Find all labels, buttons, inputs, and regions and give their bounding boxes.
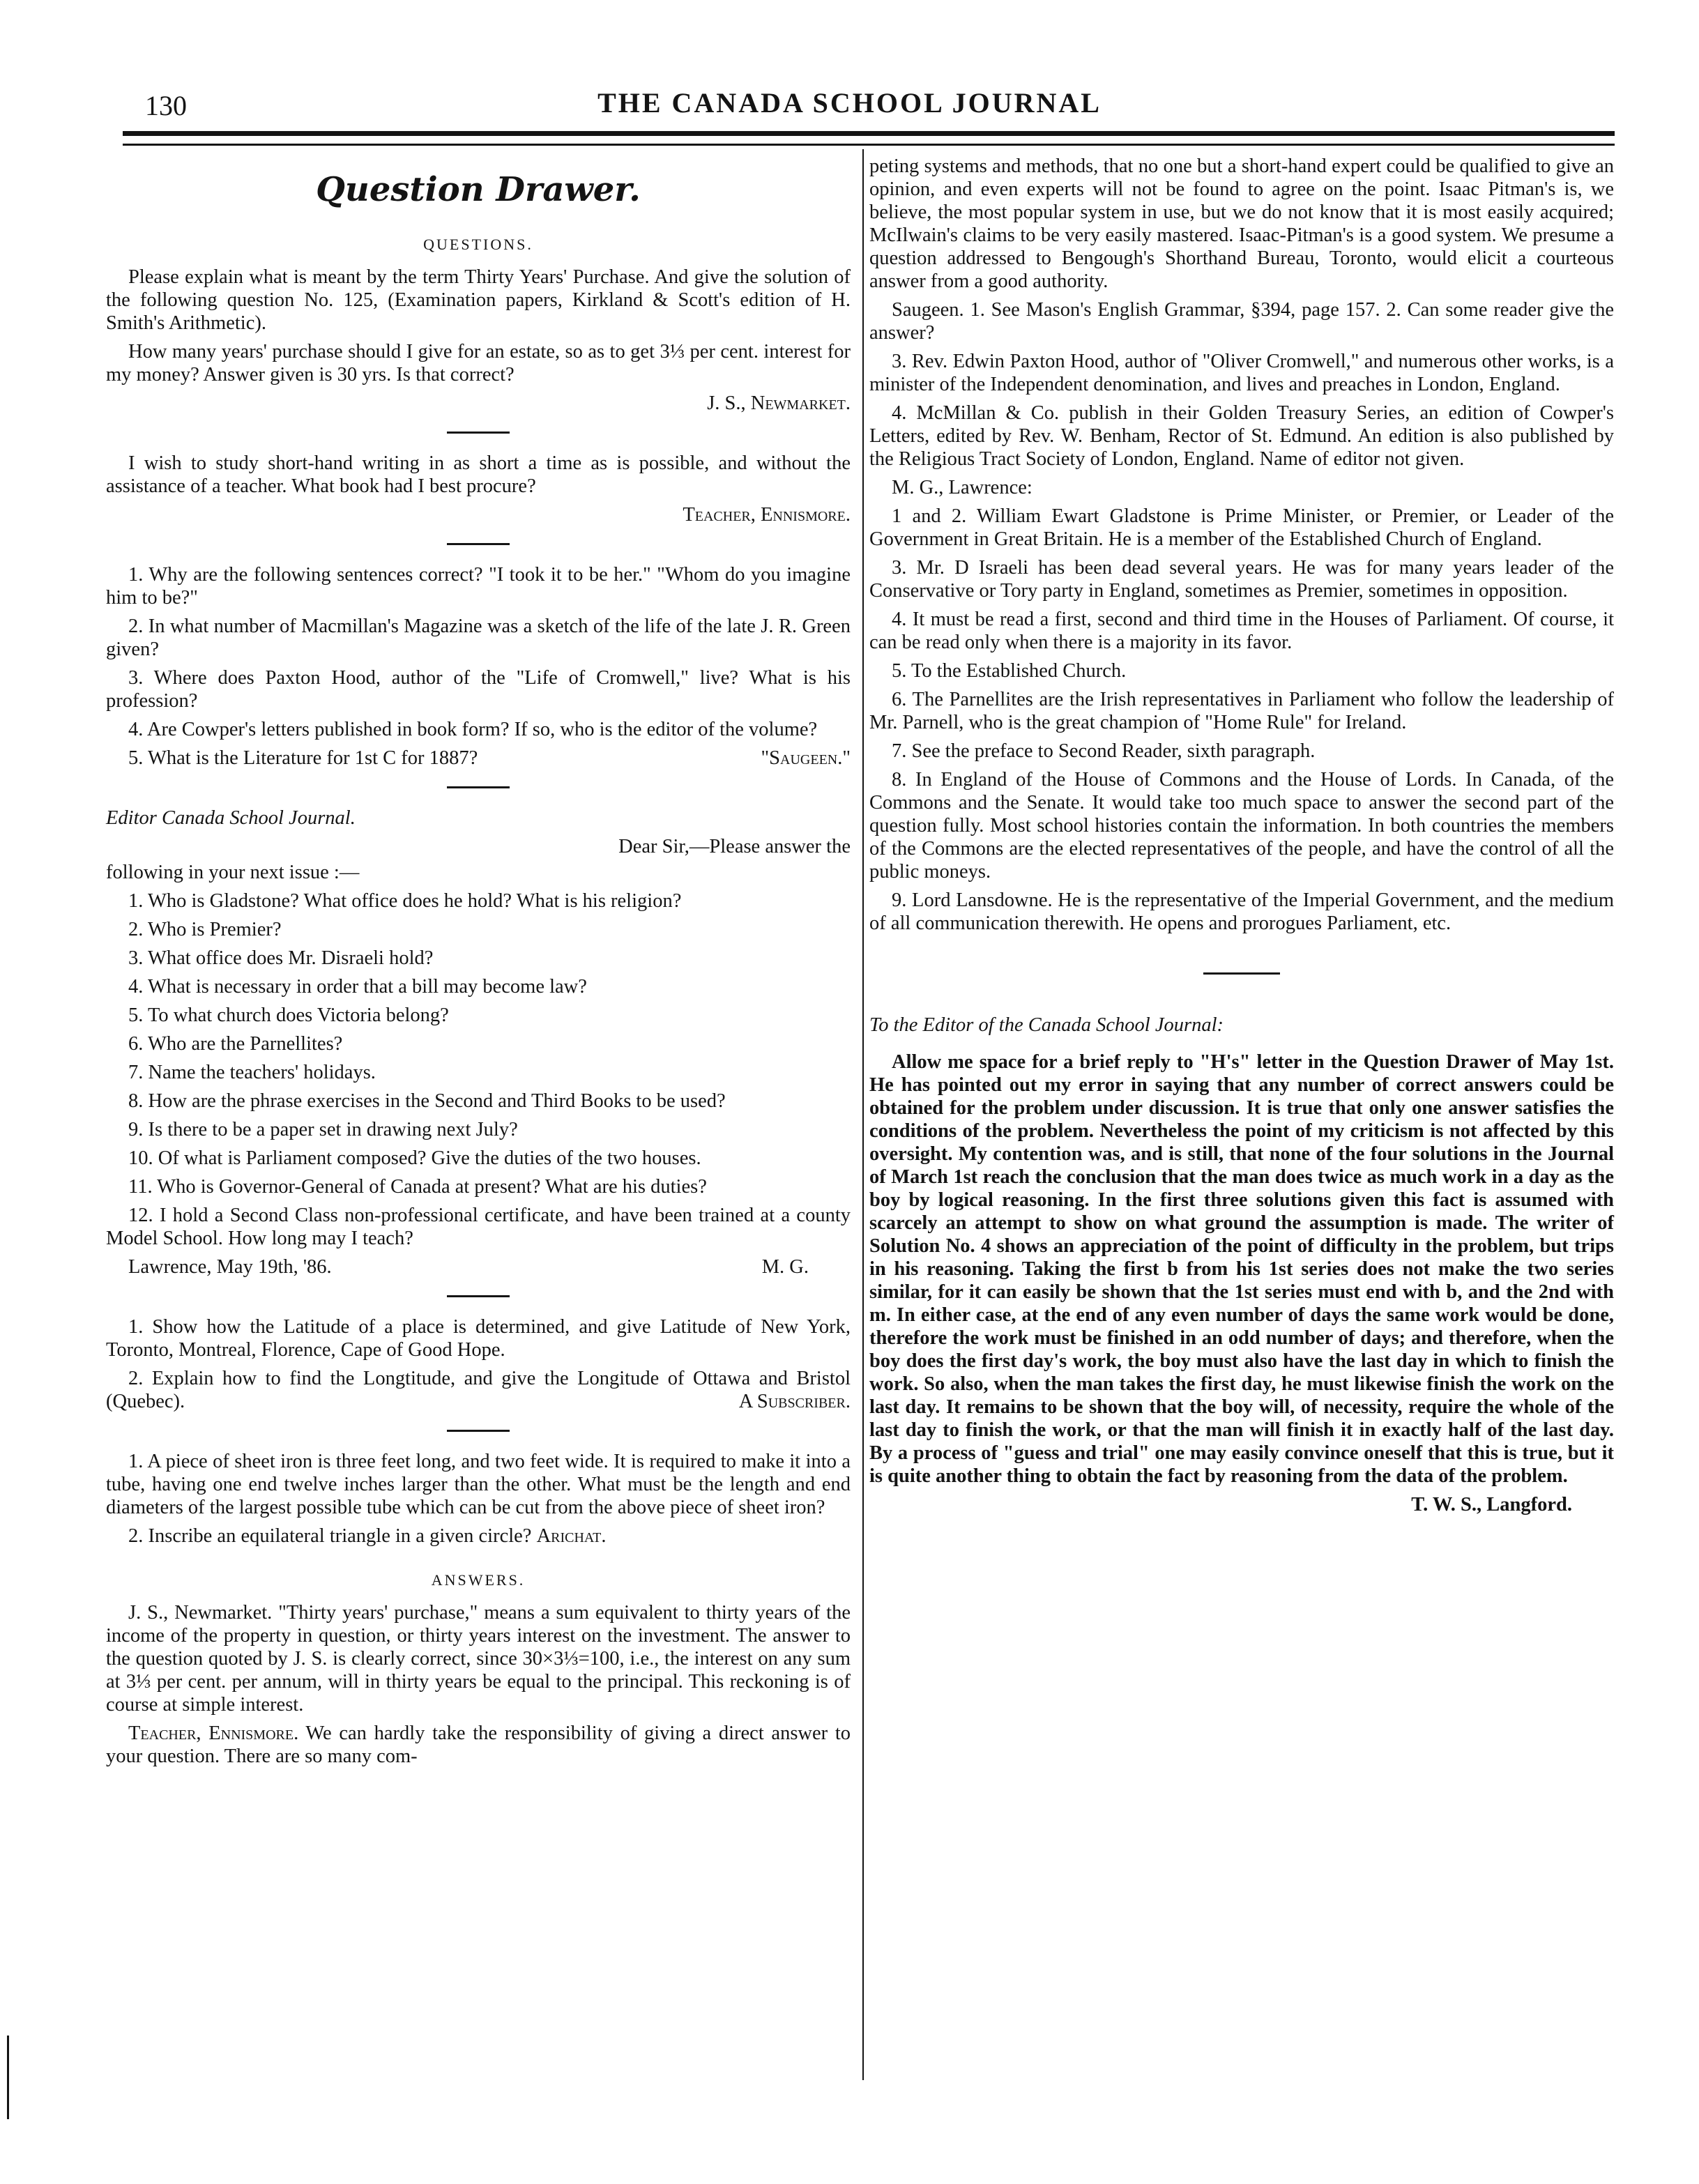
- signature-saugeen: "Saugeen.": [761, 747, 851, 769]
- running-head: THE CANADA SCHOOL JOURNAL: [597, 87, 1102, 119]
- question-text: 5. What is the Literature for 1st C for 1887?: [128, 747, 478, 769]
- right-column: [869, 155, 1614, 1516]
- question-saugeen-4: 4. Are Cowper's letters published in book form? If so, who is the editor of the volume?: [128, 719, 818, 740]
- editor-address: Editor Canada School Journal.: [106, 807, 356, 829]
- divider: [447, 1295, 510, 1297]
- divider: [447, 432, 510, 434]
- column-divider: [862, 149, 864, 2080]
- question-mg-4: 4. What is necessary in order that a bill may become law?: [128, 976, 587, 998]
- question-text: 2. Inscribe an equilateral triangle in a given circle?: [128, 1525, 532, 1547]
- answer-mg-5: 5. To the Established Church.: [892, 660, 1127, 682]
- answer-text: We can hardly take the responsibility of giving a direct answer to your question. There are so many com-: [106, 1723, 851, 1767]
- answer-mg-7: 7. See the preface to Second Reader, sixth paragraph.: [892, 740, 1316, 762]
- answer-name: Teacher, Ennismore.: [128, 1723, 299, 1744]
- answer-saugeen: Saugeen. 1. See Mason's English Grammar, §394, page 157. 2. Can some reader give the answer?: [869, 299, 1614, 344]
- salutation: Dear Sir,—Please answer the: [618, 836, 851, 857]
- page-number: 130: [145, 90, 187, 121]
- question-thirty-years: Please explain what is meant by the term Thirty Years' Purchase. And give the solution of the following question No. 125, (Examination papers, Kirkland & Scott's edition of H. Smith's Arithmetic).: [106, 266, 851, 334]
- question-sheet-iron: 1. A piece of sheet iron is three feet long, and two feet wide. It is required to make it into a tube, having one end twelve inches larger than the other. What must be the length and end diameters of the largest possible tube which can be cut from the above piece of sheet iron?: [106, 1451, 851, 1518]
- question-mg-6: 6. Who are the Parnellites?: [128, 1033, 343, 1055]
- header-rule-thin: [123, 144, 1615, 146]
- letter-signature: T. W. S., Langford.: [1411, 1494, 1572, 1515]
- question-mg-3: 3. What office does Mr. Disraeli hold?: [128, 947, 434, 969]
- answer-saugeen-4: 4. McMillan & Co. publish in their Golden Treasury Series, an edition of Cowper's Letters, edited by Rev. W. Benham, Rector of St. Edmund. An edition is also published by the Religious Tract Society of London, England. Name of editor not given.: [869, 402, 1614, 470]
- left-column: [106, 155, 851, 1773]
- signature-mg: M. G.: [761, 1256, 809, 1278]
- question-mg-7: 7. Name the teachers' holidays.: [128, 1062, 376, 1083]
- salutation-cont: following in your next issue :—: [106, 862, 360, 883]
- question-mg-1: 1. Who is Gladstone? What office does he hold? What is his religion?: [128, 890, 682, 912]
- letter-address: To the Editor of the Canada School Journal:: [869, 1014, 1224, 1036]
- answer-mg-1-2: 1 and 2. William Ewart Gladstone is Prime Minister, or Premier, or Leader of the Government in Great Britain. He is a member of the Established Church of England.: [869, 505, 1614, 550]
- answer-teacher: [106, 1722, 851, 1768]
- question-mg-12: 12. I hold a Second Class non-professional certificate, and have been trained at a county Model School. How long may I teach?: [106, 1205, 851, 1249]
- question-longitude: [106, 1367, 851, 1413]
- question-mg-8: 8. How are the phrase exercises in the Second and Third Books to be used?: [128, 1090, 726, 1112]
- answers-heading: ANSWERS.: [431, 1571, 526, 1589]
- question-saugeen-1: 1. Why are the following sentences correct? "I took it to be her." "Whom do you imagine him to be?": [106, 564, 851, 609]
- question-thirty-years-b: How many years' purchase should I give for an estate, so as to get 3⅓ per cent. interest for my money? Answer given is 30 yrs. Is that correct?: [106, 341, 851, 385]
- answer-mg-8: 8. In England of the House of Commons and the House of Lords. In Canada, of the Commons and the Senate. It would take too much space to answer the second part of the question fully. Most school histories contain the information. In both countries the members of the Commons are the elected representatives of the people, and have the control of all the public moneys.: [869, 769, 1614, 883]
- question-saugeen-5: [106, 747, 851, 770]
- divider: [447, 786, 510, 788]
- header-rule-thick: [123, 131, 1615, 136]
- divider: [1203, 972, 1280, 975]
- letter-body: Allow me space for a brief reply to "H's" letter in the Question Drawer of May 1st. He has pointed out my error in saying that any number of correct answers could be obtained for the problem under discussion. It is true that only one answer satisfies the conditions of the problem. Nevertheless the point of my criticism is not affected by this oversight. My contention was, and is still, that none of the four solutions in the Journal of March 1st reach the conclusion that the man does twice as much work in a day as the boy by logical reasoning. In the first three solutions given this fact is assumed with scarcely an attempt to show on what ground the assumption is made. The writer of Solution No. 4 shows an appreciation of the point of difficulty in the problem, but trips in his reasoning. Taking the first b from his 1st series does not make the two series similar, for it can easily be shown that the 1st series must end with b, and the 2nd with m. In either case, at the end of any even number of days the same work would be done, therefore the work must be finished in an odd number of days; and therefore, when the boy does the first day's work, the boy must also have the last day in which to finish the work. So also, when the man takes the first day, he must likewise finish the work on the last day. It remains to be shown that the boy will, of necessity, require the whole of the last day to finish the work, or that the man will finish it in exactly half of the last day. By a process of "guess and trial" one may easily convince oneself that this is true, but it is quite another thing to obtain the fact by reasoning from the data of the problem.: [869, 1051, 1614, 1487]
- answer-mg-3: 3. Mr. D Israeli has been dead several years. He was for many years leader of the Conservative or Tory party in England, sometimes as Premier, sometimes in opposition.: [869, 557, 1614, 602]
- signature-arichat: Arichat.: [536, 1525, 607, 1547]
- department-title: Question Drawer.: [316, 170, 641, 209]
- question-mg-11: 11. Who is Governor-General of Canada at present? What are his duties?: [128, 1176, 707, 1198]
- answer-mg-6: 6. The Parnellites are the Irish representatives in Parliament who follow the leadership of Mr. Parnell, who is the great champion of "Home Rule" for Ireland.: [869, 689, 1614, 733]
- question-mg-5: 5. To what church does Victoria belong?: [128, 1005, 449, 1026]
- place-date: Lawrence, May 19th, '86.: [128, 1256, 332, 1278]
- question-saugeen-3: 3. Where does Paxton Hood, author of the "Life of Cromwell," live? What is his profession?: [106, 667, 851, 712]
- margin-mark: [7, 2036, 9, 2119]
- answer-js: J. S., Newmarket. "Thirty years' purchase," means a sum equivalent to thirty years of the income of the property in question, or thirty years interest on the investment. The answer to the question quoted by J. S. is clearly correct, since 30×3⅓=100, i.e., the interest on any sum at 3⅓ per cent. per annum, will in thirty years be equal to the principal. This reckoning is of course at simple interest.: [106, 1602, 851, 1716]
- signature-subscriber: A Subscriber.: [738, 1391, 851, 1412]
- answer-teacher-cont: peting systems and methods, that no one but a short-hand expert could be qualified to give an opinion, and even experts will not be found to agree on the point. Isaac Pitman's is, we believe, the most popular system in use, but we do not know that it is most easily acquired; McIlwain's claims to be very easily mastered. Isaac-Pitman's is a good system. We presume a question addressed to Bengough's Shorthand Bureau, Toronto, would elicit a courteous answer from a good authority.: [869, 155, 1614, 292]
- question-shorthand: I wish to study short-hand writing in as short a time as is possible, and without the assistance of a teacher. What book had I best procure?: [106, 452, 851, 497]
- question-latitude: 1. Show how the Latitude of a place is determined, and give Latitude of New York, Toronto, Montreal, Florence, Cape of Good Hope.: [106, 1316, 851, 1361]
- question-triangle: [106, 1525, 851, 1548]
- answer-saugeen-3: 3. Rev. Edwin Paxton Hood, author of "Oliver Cromwell," and numerous other works, is a minister of the Independent denomination, and lives and preaches in London, England.: [869, 351, 1614, 395]
- question-mg-9: 9. Is there to be a paper set in drawing next July?: [128, 1119, 518, 1140]
- question-mg-10: 10. Of what is Parliament composed? Give the duties of the two houses.: [128, 1147, 701, 1169]
- question-text: 2. Explain how to find the Longtitude, and give the Longitude of Ottawa and Bristol (Quebec).: [106, 1368, 851, 1412]
- answer-mg-4: 4. It must be read a first, second and third time in the Houses of Parliament. Of course, it can be read only when there is a majority in its favor.: [869, 609, 1614, 653]
- place-date-line: [106, 1255, 851, 1278]
- questions-heading: QUESTIONS.: [423, 236, 533, 253]
- question-mg-2: 2. Who is Premier?: [128, 919, 282, 940]
- answer-mg-9: 9. Lord Lansdowne. He is the representative of the Imperial Government, and the medium of all communication therewith. He opens and prorogues Parliament, etc.: [869, 889, 1614, 934]
- signature-teacher: Teacher, Ennismore.: [683, 504, 851, 526]
- divider: [447, 543, 510, 545]
- divider: [447, 1430, 510, 1432]
- answer-mg-heading: M. G., Lawrence:: [892, 477, 1033, 498]
- signature-js: J. S., Newmarket.: [707, 392, 851, 414]
- question-saugeen-2: 2. In what number of Macmillan's Magazine was a sketch of the life of the late J. R. Green given?: [106, 616, 851, 660]
